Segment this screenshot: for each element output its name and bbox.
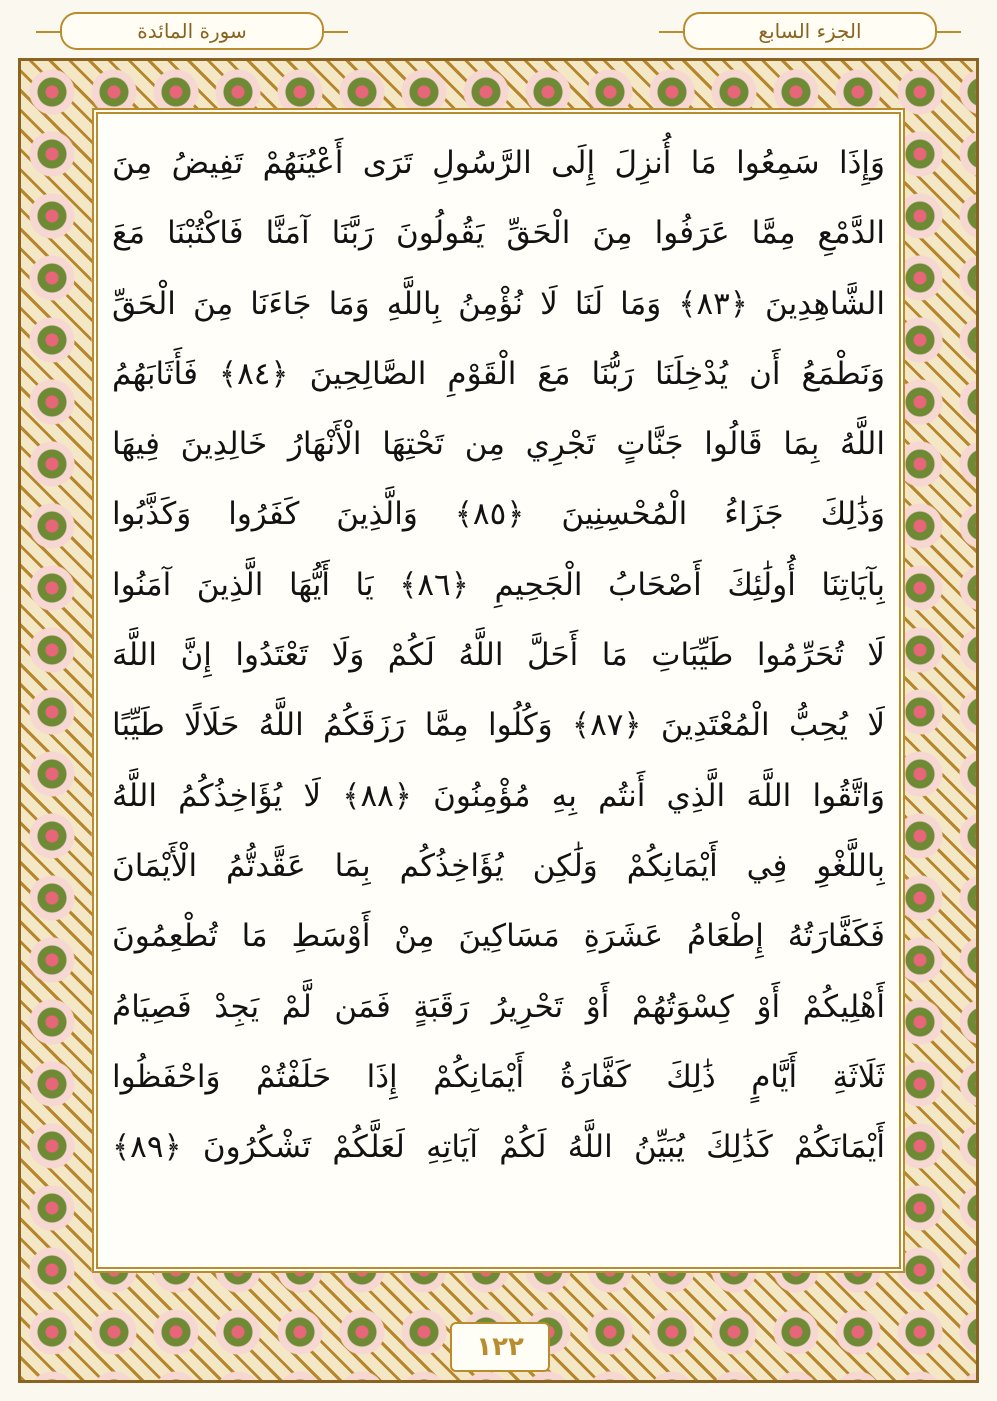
juz-label: الجزء السابع <box>683 12 937 50</box>
text-line-9: لَا يُحِبُّ الْمُعْتَدِينَ ﴿٨٧﴾ وَكُلُوا مِمَّا رَزَقَكُمُ اللَّهُ حَلَالًا طَيِّبًا <box>112 707 885 744</box>
text-line-3: الشَّاهِدِينَ ﴿٨٣﴾ وَمَا لَنَا لَا نُؤْمِنُ بِاللَّهِ وَمَا جَاءَنَا مِنَ الْحَقِّ <box>112 285 885 322</box>
surah-label: سورة المائدة <box>60 12 324 50</box>
text-line-5: اللَّهُ بِمَا قَالُوا جَنَّاتٍ تَجْرِي مِن تَحْتِهَا الْأَنْهَارُ خَالِدِينَ فِيهَا <box>112 426 885 463</box>
text-line-1: وَإِذَا سَمِعُوا مَا أُنزِلَ إِلَى الرَّسُولِ تَرَى أَعْيُنَهُمْ تَفِيضُ مِنَ <box>112 145 885 181</box>
text-line-12: فَكَفَّارَتُهُ إِطْعَامُ عَشَرَةِ مَسَاكِينَ مِنْ أَوْسَطِ مَا تُطْعِمُونَ <box>112 918 885 955</box>
text-line-10: وَاتَّقُوا اللَّهَ الَّذِي أَنتُم بِهِ مُؤْمِنُونَ ﴿٨٨﴾ لَا يُؤَاخِذُكُمُ اللَّهُ <box>112 777 885 814</box>
text-line-2: الدَّمْعِ مِمَّا عَرَفُوا مِنَ الْحَقِّ يَقُولُونَ رَبَّنَا آمَنَّا فَاكْتُبْنَا مَعَ <box>112 215 885 252</box>
text-line-14: ثَلَاثَةِ أَيَّامٍ ذَٰلِكَ كَفَّارَةُ أَيْمَانِكُمْ إِذَا حَلَفْتُمْ وَاحْفَظُوا <box>112 1058 885 1095</box>
text-line-6: وَذَٰلِكَ جَزَاءُ الْمُحْسِنِينَ ﴿٨٥﴾ وَالَّذِينَ كَفَرُوا وَكَذَّبُوا <box>112 496 885 533</box>
text-line-8: لَا تُحَرِّمُوا طَيِّبَاتِ مَا أَحَلَّ اللَّهُ لَكُمْ وَلَا تَعْتَدُوا إِنَّ اللَّهَ <box>112 637 885 674</box>
text-line-4: وَنَطْمَعُ أَن يُدْخِلَنَا رَبُّنَا مَعَ الْقَوْمِ الصَّالِحِينَ ﴿٨٤﴾ فَأَثَابَهُمُ <box>112 355 885 392</box>
text-line-15: أَيْمَانَكُمْ كَذَٰلِكَ يُبَيِّنُ اللَّهُ لَكُمْ آيَاتِهِ لَعَلَّكُمْ تَشْكُرُونَ ﴿٨٩﴾ <box>112 1129 885 1166</box>
text-line-13: أَهْلِيكُمْ أَوْ كِسْوَتُهُمْ أَوْ تَحْرِيرُ رَقَبَةٍ فَمَن لَّمْ يَجِدْ فَصِيَامُ <box>112 988 885 1025</box>
text-line-7: بِآيَاتِنَا أُولَٰئِكَ أَصْحَابُ الْجَحِيمِ ﴿٨٦﴾ يَا أَيُّهَا الَّذِينَ آمَنُوا <box>112 566 885 603</box>
page-number: ١٢٢ <box>450 1322 550 1372</box>
quran-text <box>112 128 885 1253</box>
text-line-11: بِاللَّغْوِ فِي أَيْمَانِكُمْ وَلَٰكِن يُؤَاخِذُكُم بِمَا عَقَّدتُّمُ الْأَيْمَانَ <box>112 847 885 884</box>
